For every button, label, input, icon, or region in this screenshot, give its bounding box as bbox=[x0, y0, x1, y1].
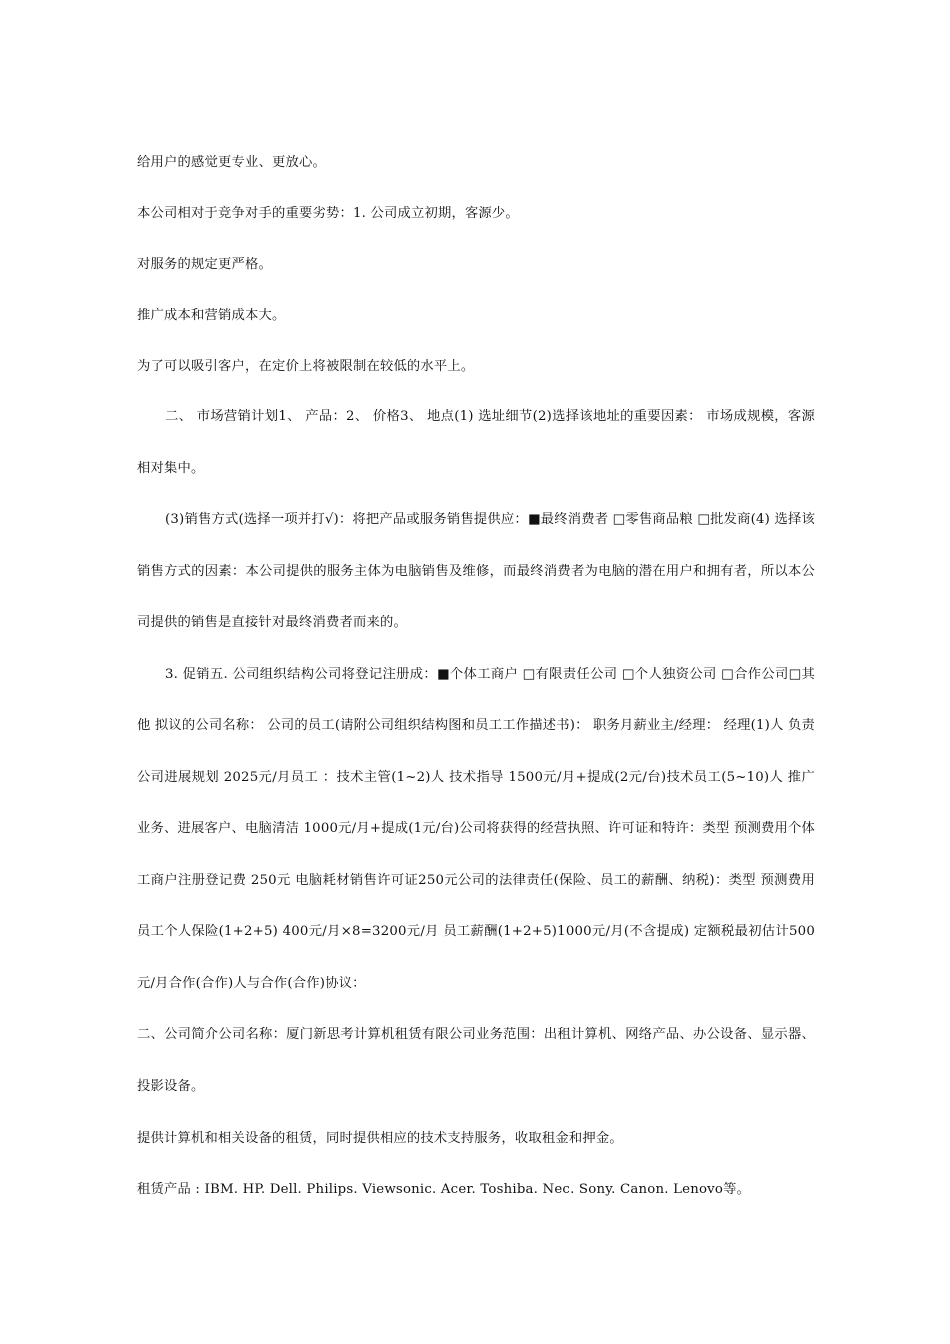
paragraph-company-profile: 二、公司简介公司名称：厦门新思考计算机租赁有限公司业务范围：出租计算机、网络产品、办公设备、显示器、投影设备。 bbox=[137, 1027, 815, 1094]
paragraph-rental-products: 租赁产品 : IBM. HP. Dell. Philips. Viewsonic. Acer. Toshiba. Nec. Sony. Canon. Lenovo等。 bbox=[137, 1182, 751, 1197]
paragraph: 为了可以吸引客户，在定价上将被限制在较低的水平上。 bbox=[137, 359, 475, 374]
paragraph: 提供计算机和相关设备的租赁，同时提供相应的技术支持服务，收取租金和押金。 bbox=[137, 1131, 623, 1146]
paragraph: 给用户的感觉更专业、更放心。 bbox=[137, 155, 326, 170]
paragraph-marketing-plan: 二、 市场营销计划1、 产品：2、 价格3、 地点(1) 选址细节(2)选择该地址的重要因素： 市场成规模，客源相对集中。 bbox=[137, 409, 815, 476]
paragraph: 本公司相对于竞争对手的重要劣势：1. 公司成立初期，客源少。 bbox=[137, 206, 519, 221]
paragraph-org-structure: 3. 促销五. 公司组织结构公司将登记注册成：■个体工商户 □有限责任公司 □个人独资公司 □合作公司□其他 拟议的公司名称： 公司的员工(请附公司组织结构图和员工工作描述书)： 职务月薪业主/经理： 经理(1)人 负责公司进展规划 2025元/月员工 ：技术主管(1~2)人 技术指导 1500元/月+提成(2元/台)技术员工(5~10)人 推广业务、进展客户、电脑清洁 1000元/月+提成(1元/台)公司将获得的经营执照、许可证和特许：类型 预测费用个体工商户注册登记费 250元 电脑耗材销售许可证250元公司的法律责任(保险、员工的薪酬、纳税)：类型 预测费用员工个人保险(1+2+5) 400元/月×8=3200元/月 员工薪酬(1+2+5)1000元/月(不含提成) 定额税最初估计500元/月合作(合作)人与合作(合作)协议： bbox=[137, 666, 815, 991]
document-body bbox=[137, 136, 815, 1214]
paragraph: 对服务的规定更严格。 bbox=[137, 257, 272, 272]
paragraph-sales-method: (3)销售方式(选择一项并打√)：将把产品或服务销售提供应：■最终消费者 □零售商品粮 □批发商(4) 选择该销售方式的因素：本公司提供的服务主体为电脑销售及维修，而最终消费者为电脑的潜在用户和拥有者，所以本公司提供的销售是直接针对最终消费者而来的。 bbox=[137, 512, 815, 630]
paragraph: 推广成本和营销成本大。 bbox=[137, 308, 286, 323]
